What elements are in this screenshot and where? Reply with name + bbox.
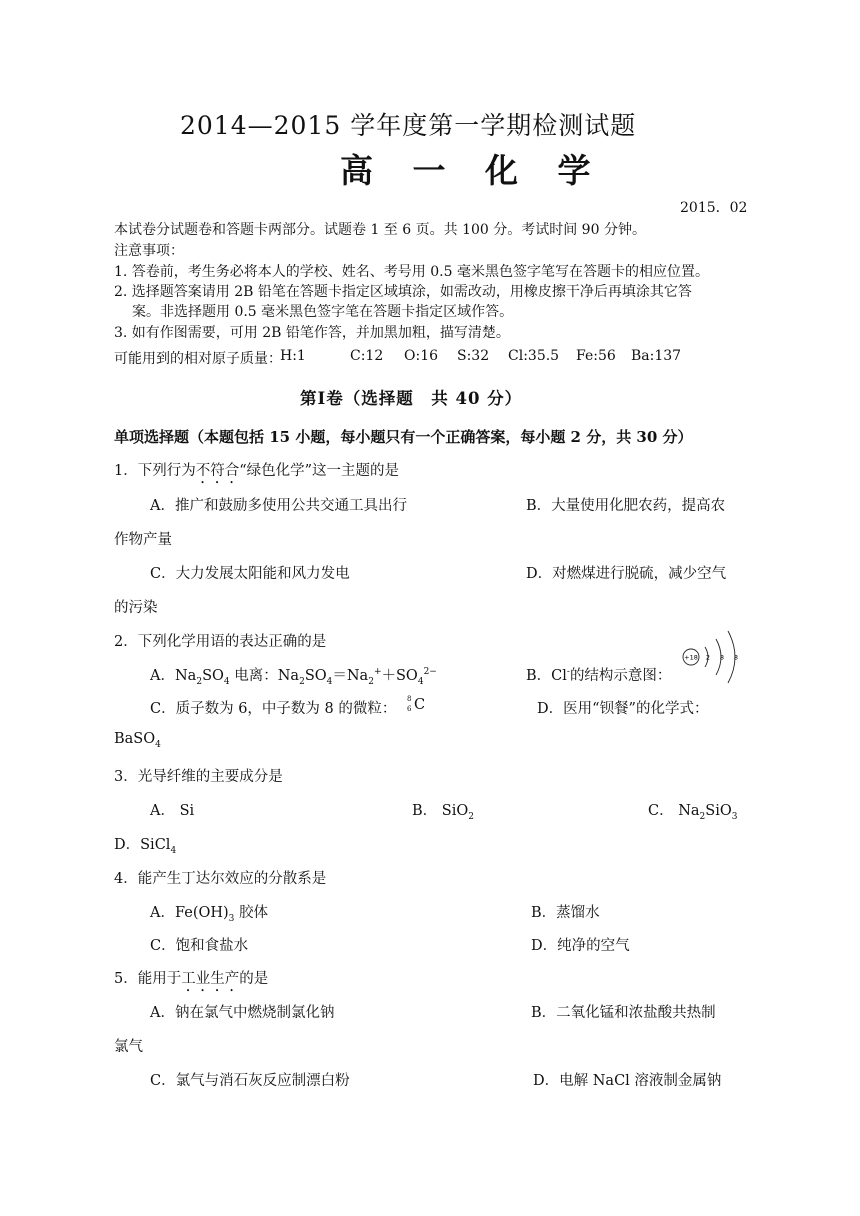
subject-title: 高 一 化 学 (340, 151, 605, 190)
cl-ion-structure-diagram (678, 626, 748, 688)
note-2: 2. 选择题答案请用 2B 铅笔在答题卡指定区域填涂，如需改动，用橡皮擦干净后再填涂其它答 (114, 284, 692, 300)
q4-option-c: C．饱和食盐水 (150, 938, 249, 954)
atomic-masses-label: 可能用到的相对原子质量： (114, 351, 282, 367)
section-subtitle: 单项选择题（本题包括 15 小题，每小题只有一个正确答案，每小题 2 分，共 30 分） (114, 428, 693, 446)
exam-title: 2014—2015 学年度第一学期检测试题 (180, 111, 637, 140)
q3-option-c: C． $Na_2SiO_3$ (648, 803, 738, 822)
mass-ba: Ba:137 (631, 348, 682, 364)
q2-option-b: B．Cl-的结构示意图： (526, 667, 672, 684)
q5-option-a: A．钠在氯气中燃烧制氯化钠 (150, 1005, 335, 1021)
emphasis-not-match: 不符合 (195, 463, 240, 479)
section-title: 第Ⅰ卷（选择题 共 40 分） (300, 389, 523, 408)
q1-option-d-cont: 的污染 (114, 600, 158, 616)
q2-option-d: D．医用“钡餐”的化学式： (537, 701, 709, 717)
atomic-number: 6 (407, 705, 412, 713)
q5-option-b-cont: 氯气 (114, 1039, 143, 1055)
question-4-stem: 4．能产生丁达尔效应的分散系是 (114, 871, 327, 887)
shell-1-count: 2 (705, 653, 711, 662)
question-2-stem: 2．下列化学用语的表达正确的是 (114, 634, 327, 650)
q3-option-b: B． SiO$_2$ (412, 803, 474, 822)
q4-option-d: D．纯净的空气 (531, 938, 630, 954)
q2-option-c: C．质子数为 6，中子数为 8 的微粒： (150, 701, 397, 717)
question-3-stem: 3．光导纤维的主要成分是 (114, 769, 283, 785)
q3-option-a: A． Si (150, 803, 195, 819)
question-1-stem: 1．下列行为不符合“绿色化学”这一主题的是 (114, 463, 400, 479)
q1-option-b-cont: 作物产量 (114, 532, 172, 548)
q1-option-a: A．推广和鼓励多使用公共交通工具出行 (150, 498, 407, 514)
shell-2-count: 8 (719, 653, 725, 662)
q2-option-d-cont: BaSO$_4$ (114, 731, 161, 750)
q1-option-c: C．大力发展太阳能和风力发电 (150, 566, 350, 582)
mass-s: S:32 (457, 348, 490, 364)
mass-fe: Fe:56 (576, 348, 616, 364)
note-1: 1. 答卷前，考生务必将本人的学校、姓名、考号用 0.5 毫米黑色签字笔写在答题卡的相应位置。 (114, 264, 709, 280)
nuclide-symbol: C (414, 697, 426, 713)
atomic-masses (114, 348, 282, 368)
intro-line: 本试卷分试题卷和答题卡两部分。试题卷 1 至 6 页。共 100 分。考试时间 90 分钟。 (114, 222, 646, 238)
q5-option-c: C．氯气与消石灰反应制漂白粉 (150, 1073, 350, 1089)
q5-option-b: B．二氧化锰和浓盐酸共热制 (531, 1005, 716, 1021)
q5-option-d: D．电解 NaCl 溶液制金属钠 (533, 1073, 722, 1089)
mass-h: H:1 (280, 348, 306, 364)
q4-option-a: A．$Fe(OH)_3$ 胶体 (150, 905, 269, 924)
mass-cl: Cl:35.5 (508, 348, 560, 364)
question-5-stem: 5．能用于工业生产的是 (114, 971, 269, 987)
notice-title: 注意事项： (114, 243, 184, 259)
q2-option-a: A．$Na_2SO_4$ 电离：$Na_2SO_4=Na_2^++SO_4^{2-}$ (150, 667, 437, 687)
emphasis-industrial: 工业生产 (181, 971, 240, 987)
shell-3-count: 8 (733, 653, 739, 662)
exam-date: 2015．02 (680, 200, 748, 216)
mass-o: O:16 (404, 348, 439, 364)
q1-option-d: D．对燃煤进行脱硫，减少空气 (526, 566, 727, 582)
note-2-cont: 案。非选择题用 0.5 毫米黑色签字笔在答题卡指定区域作答。 (132, 304, 514, 320)
mass-number: 8 (407, 695, 412, 703)
nucleus-charge: +18 (684, 653, 698, 662)
note-3: 3. 如有作图需要，可用 2B 铅笔作答，并加黑加粗，描写清楚。 (114, 325, 510, 341)
q1-option-b: B．大量使用化肥农药，提高农 (526, 498, 726, 514)
mass-c: C:12 (350, 348, 384, 364)
q3-option-d: D．SiCl$_4$ (114, 837, 177, 856)
q4-option-b: B．蒸馏水 (531, 905, 600, 921)
